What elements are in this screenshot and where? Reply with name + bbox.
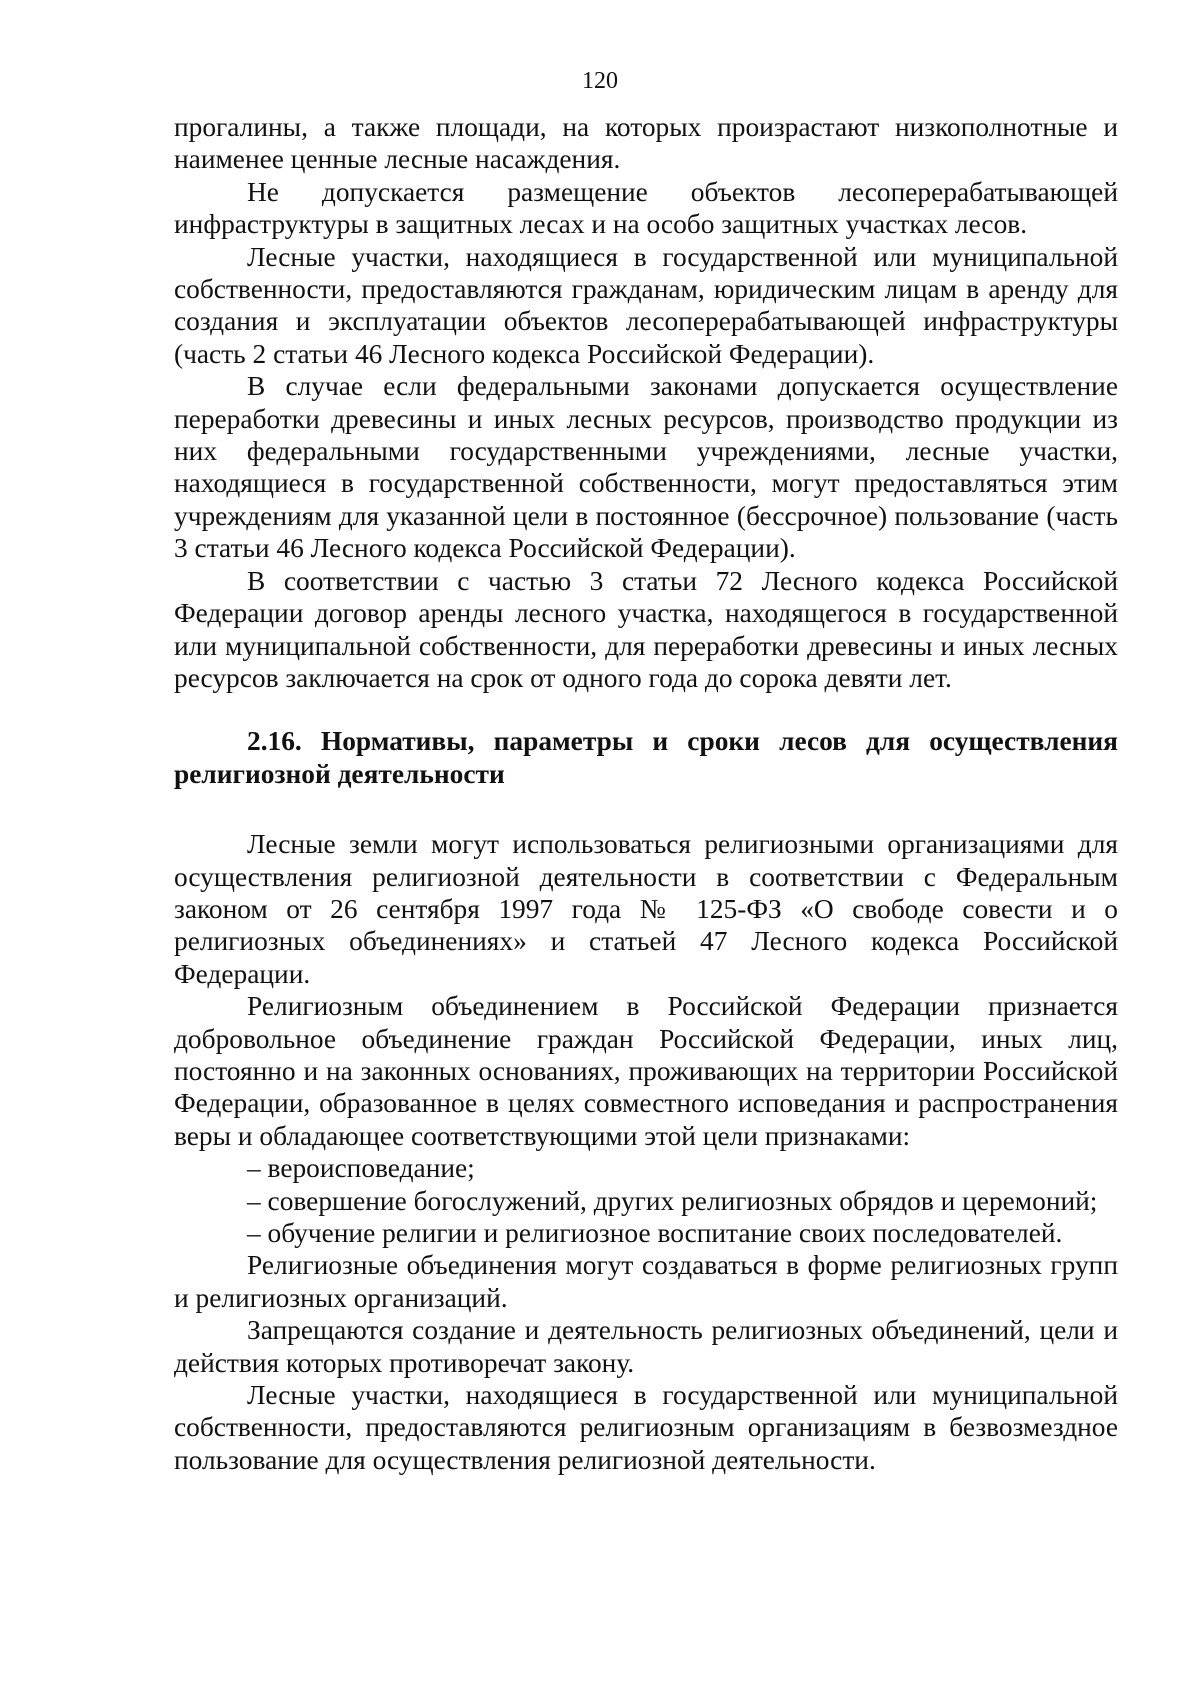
list-item: – вероисповедание; [247,1153,475,1184]
page-number: 120 [582,68,618,94]
document-body [174,111,1118,1476]
list-item: – обучение религии и религиозное воспитание своих последователей. [247,1218,1063,1248]
paragraph: Лесные участки, находящиеся в государственной или муниципальной собственности, предоставляются религиозным организациям в безвозмездное пользование для осуществления религиозной деятельности. [174,1380,1118,1475]
paragraph: Религиозным объединением в Российской Федерации признается добровольное объединение граждан Российской Федерации, иных лиц, постоянно и на законных основаниях, проживающих на территории Российской Федерации, образованное в целях совместного исповедания и распространения веры и обладающее соответствующими этой цели признаками: [174,991,1118,1151]
paragraph: Не допускается размещение объектов лесоперерабатывающей инфраструктуры в защитных лесах и на особо защитных участках лесов. [174,176,1118,240]
list-item: – совершение богослужений, других религиозных обрядов и церемоний; [247,1185,1098,1216]
paragraph: Лесные участки, находящиеся в государственной или муниципальной собственности, предоставляются гражданам, юридическим лицам в аренду для создания и эксплуатации объектов лесоперерабатывающей инфраструктуры (часть 2 статьи 46 Лесного кодекса Российской Федерации). [174,241,1118,369]
paragraph: В случае если федеральными законами допускается осуществление переработки древесины и иных лесных ресурсов, производство продукции из них федеральными государственными учреждениями, лесные участки, находящиеся в государственной собственности, могут предоставляться этим учреждениям для указанной цели в постоянное (бессрочное) пользование (часть 3 статьи 46 Лесного кодекса Российской Федерации). [174,371,1118,564]
paragraph: Лесные земли могут использоваться религиозными организациями для осуществления религиозной деятельности в соответствии с Федеральным законом от 26 сентября 1997 года № 125-ФЗ «О свободе совести и о религиозных объединениях» и статьей 47 Лесного кодекса Российской Федерации. [174,829,1118,989]
section-heading: 2.16. Нормативы, параметры и сроки лесов для осуществления религиозной деятельности [174,726,1118,789]
paragraph: Религиозные объединения могут создаваться в форме религиозных групп и религиозных организаций. [174,1250,1118,1313]
paragraph: прогалины, а также площади, на которых произрастают низкополнотные и наименее ценные лесные насаждения. [174,112,1118,175]
paragraph: Запрещаются создание и деятельность религиозных объединений, цели и действия которых противоречат закону. [174,1315,1118,1378]
section-body [174,828,1118,1476]
paragraph: В соответствии с частью 3 статьи 72 Лесного кодекса Российской Федерации договор аренды лесного участка, находящегося в государственной или муниципальной собственности, для переработки древесины и иных лесных ресурсов заключается на срок от одного года до сорока девяти лет. [174,565,1118,693]
